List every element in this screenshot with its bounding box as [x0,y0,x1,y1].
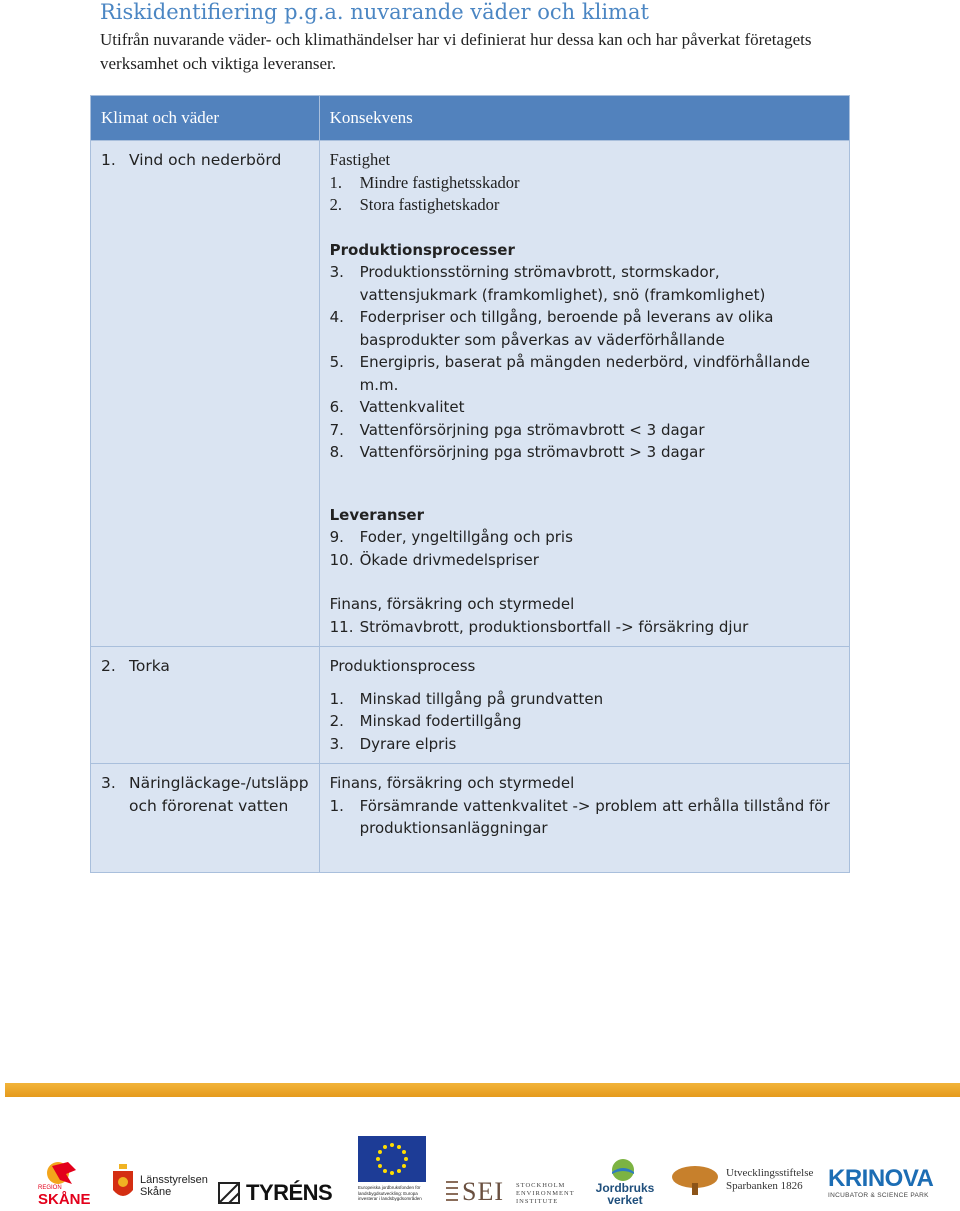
row-climate-name: Vind och nederbörd [129,151,282,169]
list-item: 2. Stora fastighetskador [329,195,500,214]
item-list [330,795,839,840]
list-item: 8. Vattenförsörjning pga strömavbrott > 3 dagar [329,443,705,461]
list-item: 1. Minskad tillgång på grundvatten [329,689,604,708]
row-climate-name: Torka [129,657,170,675]
footer-bar [5,1083,960,1097]
list-item: 2. Minskad fodertillgång [329,712,522,730]
row-climate-cell [91,764,320,873]
header-climate: Klimat och väder [91,96,320,141]
list-item: 7. Vattenförsörjning pga strömavbrott < 3 dagar [329,420,705,439]
list-item: 11. Strömavbrott, produktionsbortfall -> försäkring djur [329,617,749,636]
row-consequence-cell [319,141,849,647]
section-heading: Leveranser [329,505,425,524]
list-item: 6. Vattenkvalitet [329,398,465,416]
list-item: 5. Energipris, baserat på mängden nederbörd, vindförhållande m.m. [329,353,810,394]
region-skane-logo: REGION SKÅNE [38,1158,98,1210]
row-number: 2. [101,657,116,675]
coat-of-arms-icon [110,1162,136,1204]
table-row [91,141,850,647]
griffin-icon [38,1158,98,1188]
list-item: 1. Mindre fastighetsskador [329,172,520,192]
header-consequence: Konsekvens [319,96,849,141]
partner-logos [0,1130,960,1211]
list-item: 3. Produktionsstörning strömavbrott, stormskador, vattensjukmark (framkomlighet), snö (framkomlighet) [329,263,766,304]
row-number: 1. [101,151,116,169]
krinova-logo: KRINOVA INCUBATOR & SCIENCE PARK [828,1165,934,1199]
tyrens-mark-icon [218,1182,240,1204]
item-list [330,526,839,571]
eu-logo: Europeiska jordbruksfonden för landsbygdsutveckling: Europa investerar i landsbygdsområden [358,1136,430,1211]
sei-mark-icon [444,1180,460,1202]
section-heading: Finans, försäkring och styrmedel [329,774,575,792]
lansstyrelsen-logo: Länsstyrelsen Skåne [110,1162,210,1207]
table-row [91,764,850,873]
leaf-landscape-icon [608,1158,638,1182]
row-climate-name: Näringläckage-/utsläpp och förorenat vatten [129,774,309,815]
row-consequence-cell [319,647,849,764]
sparbanken-logo: Utvecklingsstiftelse Sparbanken 1826 [670,1163,820,1198]
list-item: 3. Dyrare elpris [329,734,457,753]
table-row [91,647,850,764]
list-item: 4. Foderpriser och tillgång, beroende på leverans av olika basprodukter som påverkas av väderförhållande [329,308,774,349]
oak-tree-icon [670,1163,720,1195]
sei-logo: SEI STOCKHOLM ENVIRONMENT INSTITUTE [444,1180,584,1210]
list-item: 9. Foder, yngeltillgång och pris [329,528,573,546]
risk-table [90,95,850,873]
row-number: 3. [101,774,116,792]
table-header-row [91,96,850,141]
item-list [330,172,839,217]
row-climate-cell [91,647,320,764]
item-list [330,688,839,756]
row-climate-cell [91,141,320,647]
page-title: Riskidentifiering p.g.a. nuvarande väder och klimat [100,0,649,24]
list-item: 10. Ökade drivmedelspriser [329,550,539,569]
eu-flag-icon [358,1136,426,1182]
jordbruksverket-logo: Jordbruks verket [592,1158,658,1210]
item-list [330,616,839,639]
section-heading: Produktionsprocess [329,657,476,675]
section-heading: Finans, försäkring och styrmedel [329,595,575,613]
intro-text: Utifrån nuvarande väder- och klimathändelser har vi definierat hur dessa kan och har påverkat företagets verksamhet och viktiga leveranser. [100,30,812,73]
row-consequence-cell [319,764,849,873]
list-item: 1. Försämrande vattenkvalitet -> problem att erhålla tillstånd för produktionsanläggningar [329,796,830,837]
section-heading: Fastighet [329,150,391,169]
item-list [330,261,839,464]
section-heading: Produktionsprocesser [329,240,515,259]
tyrens-logo: TYRÉNS [218,1182,348,1210]
